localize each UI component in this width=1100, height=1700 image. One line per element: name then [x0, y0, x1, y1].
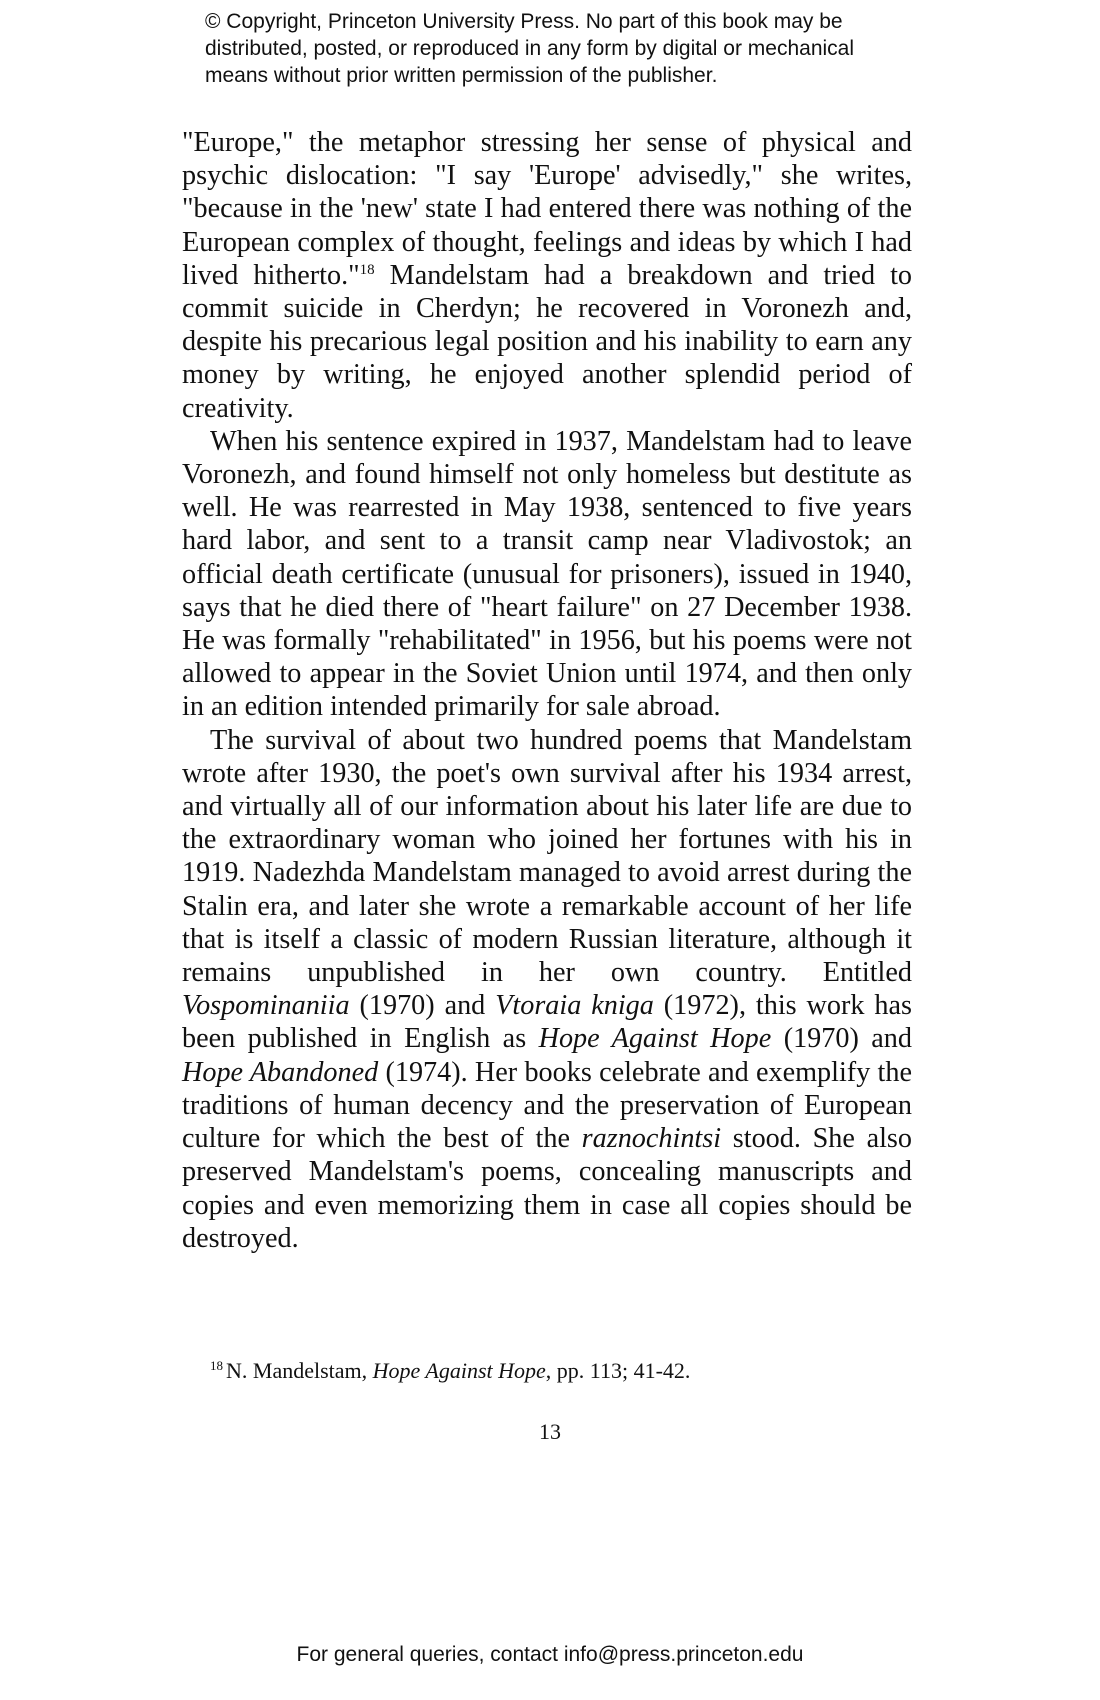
paragraph-2: When his sentence expired in 1937, Mandelstam had to leave Voronezh, and found himself not only homeless but destitute as well. He was rearrested in May 1938, sentenced to five years hard labor, and sent to a transit camp near Vladivostok; an official death certificate (unusual for prisoners), issued in 1940, says that he died there of "heart failure" on 27 December 1938. He was formally "rehabilitated" in 1956, but his poems were not allowed to appear in the Soviet Union until 1974, and then only in an edition intended primarily for sale abroad.	[182, 425, 912, 723]
footnote-reference-18[interactable]: 18	[359, 261, 375, 278]
copyright-line-2: distributed, posted, or reproduced in any form by digital or mechanical	[205, 37, 855, 60]
footnote-author: N. Mandelstam,	[226, 1358, 373, 1383]
title-vtoraia-kniga: Vtoraia kniga	[495, 990, 654, 1022]
copyright-line-1: © Copyright, Princeton University Press. No part of this book may be	[205, 10, 843, 33]
paragraph-3-seg-1: The survival of about two hundred poems that Mandelstam wrote after 1930, the poet's own survival after his 1934 arrest, and virtually all of our information about his later life are due to the extraordinary woman who joined her fortunes with his in 1919. Nadezhda Mandelstam managed to avoid arrest during the Stalin era, and later she wrote a remarkable account of her life that is itself a classic of modern Russian literature, although it remains unpublished in her own country. Entitled	[182, 724, 912, 989]
paragraph-1-text-b: Mandelstam had a breakdown and tried to commit suicide in Cherdyn; he recovered in Voronezh and, despite his precarious legal position and his inability to earn any money by writing, he enjoyed another splendid period of creativity.	[182, 259, 913, 424]
paragraph-1	[182, 126, 912, 425]
paragraph-1-text-a: "Europe," the metaphor stressing her sense of physical and psychic dislocation: "I say 'Europe' advisedly," she writes, "because in the 'new' state I had entered there was nothing of the European complex of thought, feelings and ideas by which I had lived hitherto."	[182, 127, 912, 291]
footnote-18	[210, 1357, 910, 1385]
title-hope-against-hope: Hope Against Hope	[538, 1023, 772, 1055]
title-hope-abandoned: Hope Abandoned	[182, 1056, 379, 1088]
term-raznochintsi: raznochintsi	[581, 1123, 722, 1155]
paragraph-3-seg-4: (1970) and	[771, 1023, 912, 1055]
footnote-pages: , pp. 113; 41-42.	[545, 1358, 691, 1383]
page-body	[182, 126, 912, 1255]
footnote-marker: 18	[210, 1358, 223, 1373]
paragraph-3-seg-6: stood. She also preserved Mandelstam's poems, concealing manuscripts and copies and even memorizing them in case all copies should be destroyed.	[182, 1123, 912, 1254]
paragraph-3-seg-3: (1972), this work has been published in English as	[182, 990, 912, 1055]
general-queries-footer: For general queries, contact info@press.princeton.edu	[296, 1643, 804, 1666]
paragraph-3-seg-5: (1974). Her books celebrate and exemplify the traditions of human decency and the preservation of European culture for which the best of the	[182, 1056, 912, 1155]
paragraph-3-seg-2: (1970) and	[349, 990, 496, 1022]
footnote-title: Hope Against Hope	[372, 1358, 546, 1383]
title-vospominaniia: Vospominaniia	[182, 990, 350, 1022]
copyright-notice	[205, 8, 925, 89]
copyright-line-3: means without prior written permission of the publisher.	[205, 64, 718, 87]
page-number: 13	[539, 1419, 561, 1444]
paragraph-3	[182, 724, 912, 1255]
